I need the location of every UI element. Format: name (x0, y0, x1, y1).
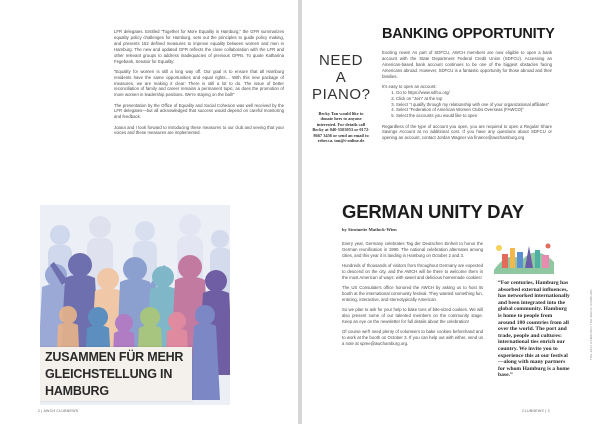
piano-title: NEED A PIANO? (312, 52, 371, 103)
poster-line-3: HAMBURG (45, 384, 109, 398)
poster-line-2: GLEICHSTELLUNG IN (45, 367, 173, 381)
unity-paragraph: So we plan to ask for your help to bake tons of bite-sized cookies. We will also present some of our talented members on the community stage. Keep an eye on the newsletter for full details about the celebration! (342, 307, 483, 324)
poster-caption-banner (40, 347, 192, 401)
banking-intro: Exciting news! As part of SDFCU, AWCH members are now eligible to open a bank account with the State Department Federal Credit Union (SDFCU). Accessing an American-based bank account continues to be one of the biggest obstacles facing Americans abroad. However, SDFCU is a fantastic opportunity for those abroad and their families. (382, 50, 552, 79)
banking-steps (382, 90, 552, 120)
banking-step: 4. Select “Federation of American Women Clubs Overseas (FAWCO)” (396, 107, 552, 113)
banking-step: 2. Click on “Join” at the top (396, 96, 552, 102)
unity-body (342, 241, 483, 351)
photo-credit: TDE 2023 HAMBURG/ TDE MEDIA HAMBURG (589, 289, 593, 360)
piano-note: Becky Tan would like to donate hers to anyone interested. For details call Becky at 040-5503053 or 0172-8667 3456 or send an email to rebecca. tan@t-online.de (312, 111, 370, 144)
banking-step: 3. Select “I qualify through my relationship with one of your organizational affiliates” (396, 102, 552, 108)
article-paragraph: “Equality for women is still a long way off. Our goal is to ensure that all Hamburg residents have the same opportunities and equal rights… With this new package of measures, we are making it clear: There is still a lot to do. The issue of better reconciliation of family and career remains a permanent topic, as does the promotion of more women in leadership positions. We're staying on the ball!” (114, 68, 284, 98)
unity-paragraph: The US Consulate's office honored the AWCH by asking us to host its booth at the international community festival. They wanted something fun, enticing, interactive, and stereotypically American. (342, 285, 483, 302)
festival-illustration (492, 240, 556, 274)
unity-paragraph: Hundreds of thousands of visitors from throughout Germany are expected to descend on the city, and the AWCH will be there to welcome them in the most American of ways: with sweet and delicious homemade cookies! (342, 263, 483, 280)
piano-sidebar (312, 52, 370, 143)
banking-step: 5. Select the accounts you would like to open (396, 113, 552, 119)
left-page (0, 0, 298, 424)
banking-step: 1. Go to https://www.sdfcu.org/ (396, 90, 552, 96)
equality-poster (40, 205, 230, 405)
unity-pull-quote: “For centuries, Hamburg has absorbed external influences, has networked internationally and been integrated into the global community. Hamburg is home to people from around 180 countries from all over the world. The port and trade, people and cultures: international ties enrich our country. We invite you to experience this at our festival—along with many partners for whom Hamburg is a home base.” (498, 280, 570, 379)
unity-paragraph: Every year, Germany celebrates Tag der Deutschen Einheit to honor the German reunification in 1990. The national celebration alternates among cities, and this year it is landing in Hamburg on October 2 and 3. (342, 241, 483, 258)
banking-title: BANKING OPPORTUNITY (382, 26, 555, 42)
page-folio-left: 2 | AWCH CLUBNEWS (38, 409, 79, 413)
article-continuation (114, 29, 284, 141)
unity-title: GERMAN UNITY DAY (342, 201, 524, 222)
unity-paragraph: Of course we'll need plenty of volunteers to bake cookies beforehand and to work at the booth on October 3. If you can help out with either, send us a note at spree@awchamburg.org. (342, 329, 483, 346)
article-paragraph: Joana and I look forward to introducing these measures to our club and seeing that your voices and these measures are implemented. (114, 124, 284, 136)
right-page (302, 0, 600, 424)
banking-body (382, 50, 552, 146)
article-paragraph: LFR delegates. Entitled “Together for More Equality in Hamburg,” the GFR summarizes equality policy challenges for Hamburg, sets out the principles to guide policy making, and presents 152 defined measures to improve equality between women and men in Hamburg. The new and updated GFR reflects the close collaboration with the LFR and other relevant groups to address inadequacies of previous GPRs. To quote Katharina Fegebank, Senator for Equality: (114, 29, 284, 64)
page-folio-right: CLUBNEWS | 3 (522, 409, 550, 413)
poster-line-1: ZUSAMMEN FÜR MEHR (45, 350, 184, 364)
banking-steps-intro: It's easy to open an account: (382, 83, 437, 89)
unity-byline: by Stroinette Matlock-Wien (342, 227, 397, 232)
banking-closing: Regardless of the type of account you open, you are required to open a Regular Share Savings Account at no additional cost. If you have any questions about SDFCU or opening an account, contact Jordan Wagner via finance@awchamburg.org (382, 123, 552, 141)
article-paragraph: The presentation by the Office of Equality and Social Cohesion was well received by the LFR delegates—but all acknowledged that success would depend on careful monitoring and feedback. (114, 102, 284, 120)
